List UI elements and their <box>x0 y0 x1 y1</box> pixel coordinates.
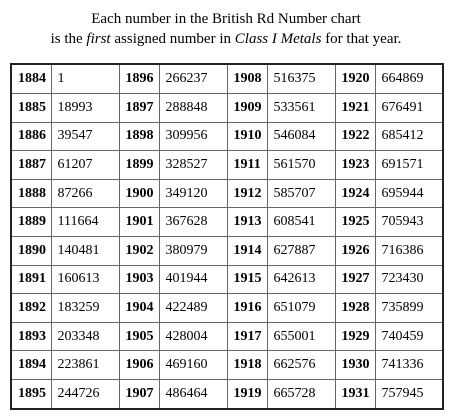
year-cell: 1884 <box>11 64 51 93</box>
rd-number-cell: 723430 <box>375 265 443 294</box>
year-cell: 1910 <box>227 122 267 151</box>
year-cell: 1894 <box>11 351 51 380</box>
rd-number-cell: 1 <box>51 64 119 93</box>
caption-line-2-mid: assigned number in <box>110 31 235 47</box>
year-cell: 1922 <box>335 122 375 151</box>
year-cell: 1906 <box>119 351 159 380</box>
rd-number-cell: 664869 <box>375 64 443 93</box>
rd-number-cell: 469160 <box>159 351 227 380</box>
rd-number-cell: 705943 <box>375 208 443 237</box>
rd-number-cell: 367628 <box>159 208 227 237</box>
year-cell: 1888 <box>11 179 51 208</box>
year-cell: 1912 <box>227 179 267 208</box>
rd-number-cell: 642613 <box>267 265 335 294</box>
year-cell: 1909 <box>227 93 267 122</box>
year-cell: 1895 <box>11 380 51 409</box>
rd-number-cell: 665728 <box>267 380 335 409</box>
year-cell: 1925 <box>335 208 375 237</box>
rd-number-cell: 651079 <box>267 294 335 323</box>
year-cell: 1927 <box>335 265 375 294</box>
year-cell: 1885 <box>11 93 51 122</box>
table-row <box>11 380 443 409</box>
table-row <box>11 64 443 93</box>
year-cell: 1918 <box>227 351 267 380</box>
year-cell: 1886 <box>11 122 51 151</box>
year-cell: 1889 <box>11 208 51 237</box>
year-cell: 1924 <box>335 179 375 208</box>
table-row <box>11 351 443 380</box>
year-cell: 1893 <box>11 322 51 351</box>
rd-number-cell: 655001 <box>267 322 335 351</box>
table-row <box>11 236 443 265</box>
year-cell: 1921 <box>335 93 375 122</box>
rd-number-cell: 160613 <box>51 265 119 294</box>
year-cell: 1898 <box>119 122 159 151</box>
rd-number-cell: 422489 <box>159 294 227 323</box>
rd-number-cell: 87266 <box>51 179 119 208</box>
rd-number-cell: 111664 <box>51 208 119 237</box>
rd-number-cell: 608541 <box>267 208 335 237</box>
rd-number-cell: 516375 <box>267 64 335 93</box>
rd-number-cell: 627887 <box>267 236 335 265</box>
rd-number-cell: 328527 <box>159 151 227 180</box>
table-row <box>11 151 443 180</box>
year-cell: 1887 <box>11 151 51 180</box>
year-cell: 1905 <box>119 322 159 351</box>
year-cell: 1896 <box>119 64 159 93</box>
rd-number-cell: 740459 <box>375 322 443 351</box>
rd-number-cell: 685412 <box>375 122 443 151</box>
rd-number-cell: 585707 <box>267 179 335 208</box>
year-cell: 1919 <box>227 380 267 409</box>
rd-number-cell: 309956 <box>159 122 227 151</box>
rd-number-cell: 61207 <box>51 151 119 180</box>
table-row <box>11 179 443 208</box>
rd-number-cell: 735899 <box>375 294 443 323</box>
chart-caption <box>0 9 452 49</box>
year-cell: 1930 <box>335 351 375 380</box>
year-cell: 1890 <box>11 236 51 265</box>
rd-number-cell: 691571 <box>375 151 443 180</box>
year-cell: 1907 <box>119 380 159 409</box>
year-cell: 1926 <box>335 236 375 265</box>
rd-number-cell: 203348 <box>51 322 119 351</box>
year-cell: 1903 <box>119 265 159 294</box>
table-row <box>11 322 443 351</box>
table-row <box>11 93 443 122</box>
rd-number-cell: 349120 <box>159 179 227 208</box>
rd-number-cell: 18993 <box>51 93 119 122</box>
year-cell: 1915 <box>227 265 267 294</box>
rd-number-cell: 266237 <box>159 64 227 93</box>
rd-number-cell: 561570 <box>267 151 335 180</box>
table-row <box>11 265 443 294</box>
year-cell: 1914 <box>227 236 267 265</box>
rd-number-cell: 183259 <box>51 294 119 323</box>
rd-number-cell: 546084 <box>267 122 335 151</box>
year-cell: 1900 <box>119 179 159 208</box>
table-row <box>11 294 443 323</box>
rd-number-cell: 716386 <box>375 236 443 265</box>
year-cell: 1891 <box>11 265 51 294</box>
year-cell: 1913 <box>227 208 267 237</box>
caption-line-2-pre: is the <box>50 31 87 47</box>
year-cell: 1899 <box>119 151 159 180</box>
year-cell: 1902 <box>119 236 159 265</box>
year-cell: 1923 <box>335 151 375 180</box>
year-cell: 1904 <box>119 294 159 323</box>
caption-line-2 <box>0 29 452 49</box>
caption-emphasis-class: Class I Metals <box>234 31 322 47</box>
rd-number-cell: 244726 <box>51 380 119 409</box>
rd-number-cell: 380979 <box>159 236 227 265</box>
year-cell: 1901 <box>119 208 159 237</box>
caption-line-1: Each number in the British Rd Number chart <box>91 11 361 27</box>
rd-number-cell: 39547 <box>51 122 119 151</box>
rd-number-cell: 695944 <box>375 179 443 208</box>
rd-number-cell: 223861 <box>51 351 119 380</box>
year-cell: 1911 <box>227 151 267 180</box>
year-cell: 1928 <box>335 294 375 323</box>
rd-number-cell: 140481 <box>51 236 119 265</box>
rd-number-cell: 288848 <box>159 93 227 122</box>
rd-number-cell: 757945 <box>375 380 443 409</box>
caption-emphasis-first: first <box>86 31 111 47</box>
year-cell: 1929 <box>335 322 375 351</box>
year-cell: 1917 <box>227 322 267 351</box>
rd-number-cell: 741336 <box>375 351 443 380</box>
rd-number-cell: 533561 <box>267 93 335 122</box>
year-cell: 1892 <box>11 294 51 323</box>
rd-number-table-body <box>11 64 443 409</box>
rd-number-cell: 486464 <box>159 380 227 409</box>
table-row <box>11 122 443 151</box>
year-cell: 1920 <box>335 64 375 93</box>
caption-line-2-post: for that year. <box>321 31 402 47</box>
table-row <box>11 208 443 237</box>
rd-number-table <box>10 63 444 410</box>
rd-number-cell: 662576 <box>267 351 335 380</box>
year-cell: 1908 <box>227 64 267 93</box>
rd-number-cell: 428004 <box>159 322 227 351</box>
rd-number-cell: 676491 <box>375 93 443 122</box>
year-cell: 1897 <box>119 93 159 122</box>
year-cell: 1916 <box>227 294 267 323</box>
rd-number-cell: 401944 <box>159 265 227 294</box>
year-cell: 1931 <box>335 380 375 409</box>
